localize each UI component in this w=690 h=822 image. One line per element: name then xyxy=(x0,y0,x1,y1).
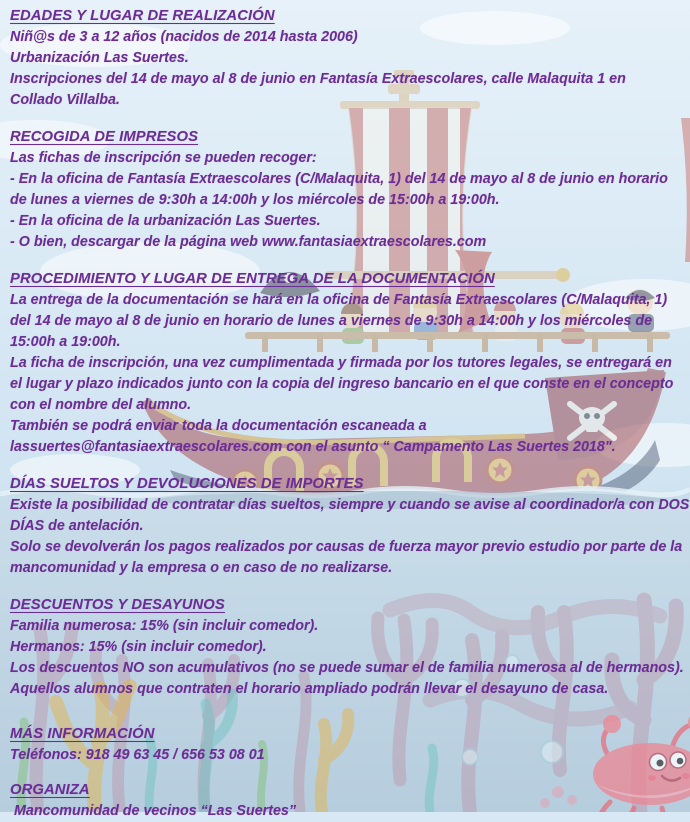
text-line: 15:00h a 19:00h. xyxy=(10,334,121,350)
section-heading: EDADES Y LUGAR DE REALIZACIÓN xyxy=(10,8,275,24)
text-line: - O bien, descargar de la página web www.fantasiaextraescolares.com xyxy=(10,234,487,250)
section xyxy=(10,724,682,766)
text-line: de lunes a viernes de 9:30h a 14:00h y los miércoles de 15:00h a 19:00h. xyxy=(10,192,500,208)
text-line: el lugar y plazo indicados junto con la copia del ingreso bancario en el que conste en el concepto xyxy=(10,376,674,392)
text-line: con el nombre del alumno. xyxy=(10,397,192,413)
section-heading: ORGANIZA xyxy=(10,782,90,798)
text-line: Inscripciones del 14 de mayo al 8 de junio en Fantasía Extraescolares, calle Malaquita 1 en xyxy=(10,71,626,87)
text-line: Las fichas de inscripción se pueden recoger: xyxy=(10,150,317,166)
text-line: Los descuentos NO son acumulativos (no se puede sumar el de familia numerosa al de hermanos). xyxy=(10,660,684,676)
text-line: Collado Villalba. xyxy=(10,92,120,108)
text-line: También se podrá enviar toda la documentación escaneada a xyxy=(10,418,427,434)
text-line: Urbanización Las Suertes. xyxy=(10,50,189,66)
text-line: - En la oficina de Fantasía Extraescolares (C/Malaquita, 1) del 14 de mayo al 8 de junio en horario xyxy=(10,171,668,187)
text-line: Solo se devolverán los pagos realizados por causas de fuerza mayor previo estudio por parte de la xyxy=(10,539,683,555)
text-line: Familia numerosa: 15% (sin incluir comedor). xyxy=(10,618,319,634)
section xyxy=(10,127,682,253)
text-line: Niñ@s de 3 a 12 años (nacidos de 2014 hasta 2006) xyxy=(10,29,358,45)
section xyxy=(10,780,682,822)
text-line: DÍAS de antelación. xyxy=(10,518,144,534)
text-line: del 14 de mayo al 8 de junio en horario de lunes a viernes de 9:30h a 14:00h y los miércoles de xyxy=(10,313,653,329)
section-heading: PROCEDIMIENTO Y LUGAR DE ENTREGA DE LA DOCUMENTACIÓN xyxy=(10,271,495,287)
text-line: La entrega de la documentación se hará en la oficina de Fantasía Extraescolares (C/Malaquita, 1) xyxy=(10,292,668,308)
text-line: mancomunidad y la empresa o en caso de no realizarse. xyxy=(10,560,393,576)
text-line: Hermanos: 15% (sin incluir comedor). xyxy=(10,639,267,655)
section xyxy=(10,6,682,111)
section xyxy=(10,474,690,579)
text-line: Existe la posibilidad de contratar días sueltos, siempre y cuando se avise al coordinador/a con DOS xyxy=(10,497,690,513)
section-heading: RECOGIDA DE IMPRESOS xyxy=(10,129,199,145)
flyer-content xyxy=(10,6,690,822)
text-line: Aquellos alumnos que contraten el horario ampliado podrán llevar el desayuno de casa. xyxy=(10,681,609,697)
text-line: La ficha de inscripción, una vez cumplimentada y firmada por los tutores legales, se entregará en xyxy=(10,355,672,371)
text-line: - En la oficina de la urbanización Las Suertes. xyxy=(10,213,321,229)
text-line: lassuertes@fantasiaextraescolares.com con el asunto “ Campamento Las Suertes 2018". xyxy=(10,439,616,455)
text-line: Teléfonos: 918 49 63 45 / 656 53 08 01 xyxy=(10,747,265,763)
text-line: Mancomunidad de vecinos “Las Suertes” xyxy=(10,803,297,819)
section-heading: MÁS INFORMACIÓN xyxy=(10,726,155,742)
section xyxy=(10,595,682,700)
section-heading: DÍAS SUELTOS Y DEVOLUCIONES DE IMPORTES xyxy=(10,476,364,492)
section xyxy=(10,269,682,458)
section-heading: DESCUENTOS Y DESAYUNOS xyxy=(10,597,225,613)
